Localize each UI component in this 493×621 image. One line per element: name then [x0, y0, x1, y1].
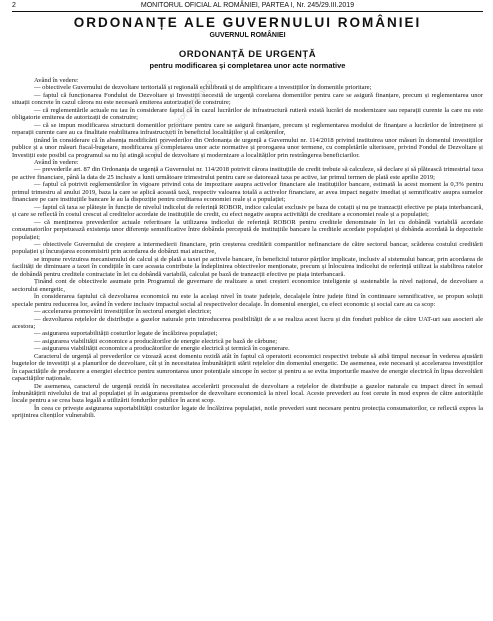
paragraph: — faptul că funcționarea Fondului de Dezvoltare și Investiții necesită de urgență corelarea domeniilor pentru care se asigură finanțare, precum și reglementarea unor situații concrete în cazul cărora nu este necesară emiterea autorizației de construire;: [12, 91, 483, 107]
paragraph: Având în vedere:: [34, 158, 79, 166]
paragraph: Având în vedere:: [34, 77, 79, 84]
header-rule: [12, 11, 483, 12]
section-title: ORDONANȚE ALE GUVERNULUI ROMÂNIEI: [73, 15, 422, 30]
publication-header: MONITORUL OFICIAL AL ROMÂNIEI, PARTEA I, Nr. 245/29.III.2019: [140, 2, 355, 9]
paragraph: în considerarea faptului că dezvoltarea economică nu este la același nivel în toate județele, decalajele între județe fiind în continuare semnificative, se propun soluții speciale pentru reducerea lor, având în vedere inclusiv impactul social al respectivelor decalaje. În domeniul energiei, cu efect economic și social care au ca scop:: [12, 293, 483, 308]
paragraph: — obiectivele Guvernului de creștere a intermedierii financiare, prin creșterea creditării companiilor nefinanciare de către sectorul bancar, scăderea costului creditării populației și încurajarea economisirii prin acordarea de dobânzi mai atractive,: [12, 240, 483, 256]
paragraph: — asigurarea viabilității economice a producătorilor de energie electrică pe bază de cărbune;: [34, 337, 278, 345]
page-header: [12, 0, 483, 11]
paragraph: — că menținerea prevederilor actuale referitoare la utilizarea indicelui de referință ROBOR pentru creditele denominate în lei cu dobândă variabilă acordate consumatorilor perpetuează existența unor diferențe semnificative între dobânda percepută de instituțiile bancare la creditele acordate populației și dobânda acordată la depozitele populației;: [12, 218, 483, 241]
paragraph: În ceea ce privește asigurarea suportabilității costurilor legate de încălzirea populației, noile prevederi sunt necesare pentru protecția consumatorilor, ce reflectă expres la sprijinirea clienților vulnerabili.: [12, 404, 483, 420]
paragraph: — că se impun modificarea structurii domeniilor prioritare pentru care se asigură finanțare, precum și reglementarea modului de finanțare a lucrărilor de întreținere și reparații curente care au ca finalitate reabilitarea infrastructurii în beneficiul localităților și al cetățenilor,: [12, 121, 483, 137]
paragraph: — faptul că potrivit reglementărilor în vigoare privind cota de impozitare asupra activelor financiare ale instituțiilor bancare, estimată la acest moment la 0,3% pentru primul trimestru al anului 2019, baza la care se aplică această taxă, respectiv valoarea totală a activelor financiare, ar avea impact negativ imediat și semnificativ asupra sumelor financiare pe care instituțiile bancare le au la dispoziție pentru creditarea economiei reale și a populației;: [12, 181, 483, 204]
act-title: ORDONANȚĂ DE URGENȚĂ: [178, 49, 317, 60]
paragraph: — faptul că taxa se plătește în funcție de nivelul indicelui de referință ROBOR, indice calculat exclusiv pe baza de cotații și nu pe tranzacții efective pe piața interbancară, și care se reflectă în costul crescut al creditelor acordate de instituțiile de credit, cu efect negativ asupra activității de creditare a economiei reale și a populației;: [12, 203, 483, 219]
paragraph: — obiectivele Guvernului de dezvoltare teritorială și regională echilibrată și de amplificare a investițiilor în domeniile prioritare;: [34, 84, 372, 92]
paragraph: — prevederile art. 87 din Ordonanța de urgență a Guvernului nr. 114/2018 potrivit cărora instituțiile de credit trebuie să calculeze, să declare și să plătească trimestrial taxa pe active financiare, până la data de 25 inclusiv a lunii următoare trimestrului pentru care se datorează taxa pe active, iar primul termen de plată este aprilie 2019;: [12, 166, 483, 181]
paragraph: Caracterul de urgență al prevederilor ce vizează acest domeniu rezidă atât în faptul că operatorii economici respectivi trebuie să aibă timpul necesar în vederea ajustării bugetelor de investiții și a planurilor de dezvoltare, cât și în necesitatea îmbunătățirii stării rețelelor din domeniul energetic. De asemenea, este necesară și accelerarea investițiilor în capacitățile de producere a energiei electrice pentru sumrontarea unor potențiale sincope în sector și pentru a se evita importurile masive de energie electrică în lipsa dezvoltării capacităților naționale.: [12, 352, 483, 383]
page-number: 2: [12, 2, 16, 9]
paragraph: De asemenea, caracterul de urgență rezidă în necesitatea accelerării procesului de dezvoltare a rețelelor de distribuție a gazelor naturale cu impact direct în sensul îmbunătățirii nivelului de trai al populației și în asigurarea premiselor de dezvoltare economică la nivel local. Aceste prevederi au fost cerute în mod expres de către autoritățile locale pentru a se crea baza legală a utilizării fondurilor publice în acest scop.: [12, 382, 483, 405]
paragraph: — asigurarea suportabilității costurilor legate de încălzirea populației;: [34, 330, 218, 338]
act-subtitle: pentru modificarea și completarea unor acte normative: [149, 61, 346, 70]
paragraph: Ținând cont de obiectivele asumate prin Programul de guvernare de realizare a unei creșteri economice inteligente și sustenabile la nivel național, de dezvoltare a sectorului energetic,: [12, 278, 483, 293]
paragraph: — asigurarea viabilității economice a producătorilor de energie electrică și termică în cogenerare.: [34, 345, 290, 353]
paragraph: — accelerarea promovării investițiilor în sectorul energiei electrice;: [34, 308, 212, 316]
watermark: www.monitoruloficial.ro: [150, 77, 215, 157]
paragraph: se impune revizuirea mecanismului de calcul și de plată a taxei pe activele bancare, în beneficiul tuturor părților implicate, inclusiv al sistemului bancar, prin acordarea de facilități de diminuare a taxei în condițiile în care aceasta contribuie la îndeplinirea obiectivelor menționate, precum și înlocuirea indicelui de referință utilizat la stabilirea ratelor de dobândă pentru creditele contractate în lei cu dobândă variabilă, calculat pe bază de tranzacții efective pe piața interbancară.: [12, 255, 483, 278]
act-body: [12, 77, 483, 420]
paragraph: ținând în considerare că în absența modificării prevederilor din Ordonanța de urgență a Guvernului nr. 114/2018 privind instituirea unor măsuri în domeniul investițiilor publice și a unor măsuri fiscal-bugetare, modificarea și completarea unor acte normative și prorogarea unor termene, cu completările ulterioare, privind Fondul de Dezvoltare și Investiții este posibil ca programul sa nu își atingă scopul de dezvoltare și modernizare a localităților prin restrângerea beneficiarilor.: [12, 136, 483, 159]
issuer-subtitle: GUVERNUL ROMÂNIEI: [209, 32, 286, 39]
paragraph: — dezvoltarea rețelelor de distribuție a gazelor naturale prin introducerea posibilității de a se realiza acest lucru și din fonduri publice de către UAT-uri sau asocieri ale acestora;: [12, 315, 483, 330]
paragraph: — că reglementările actuale nu iau în considerare faptul că în cazul lucrărilor de infrastructură rutieră există lucrări de modernizare sau reparații curente la care nu este obligatorie emiterea de autorizații de construire;: [12, 106, 483, 122]
